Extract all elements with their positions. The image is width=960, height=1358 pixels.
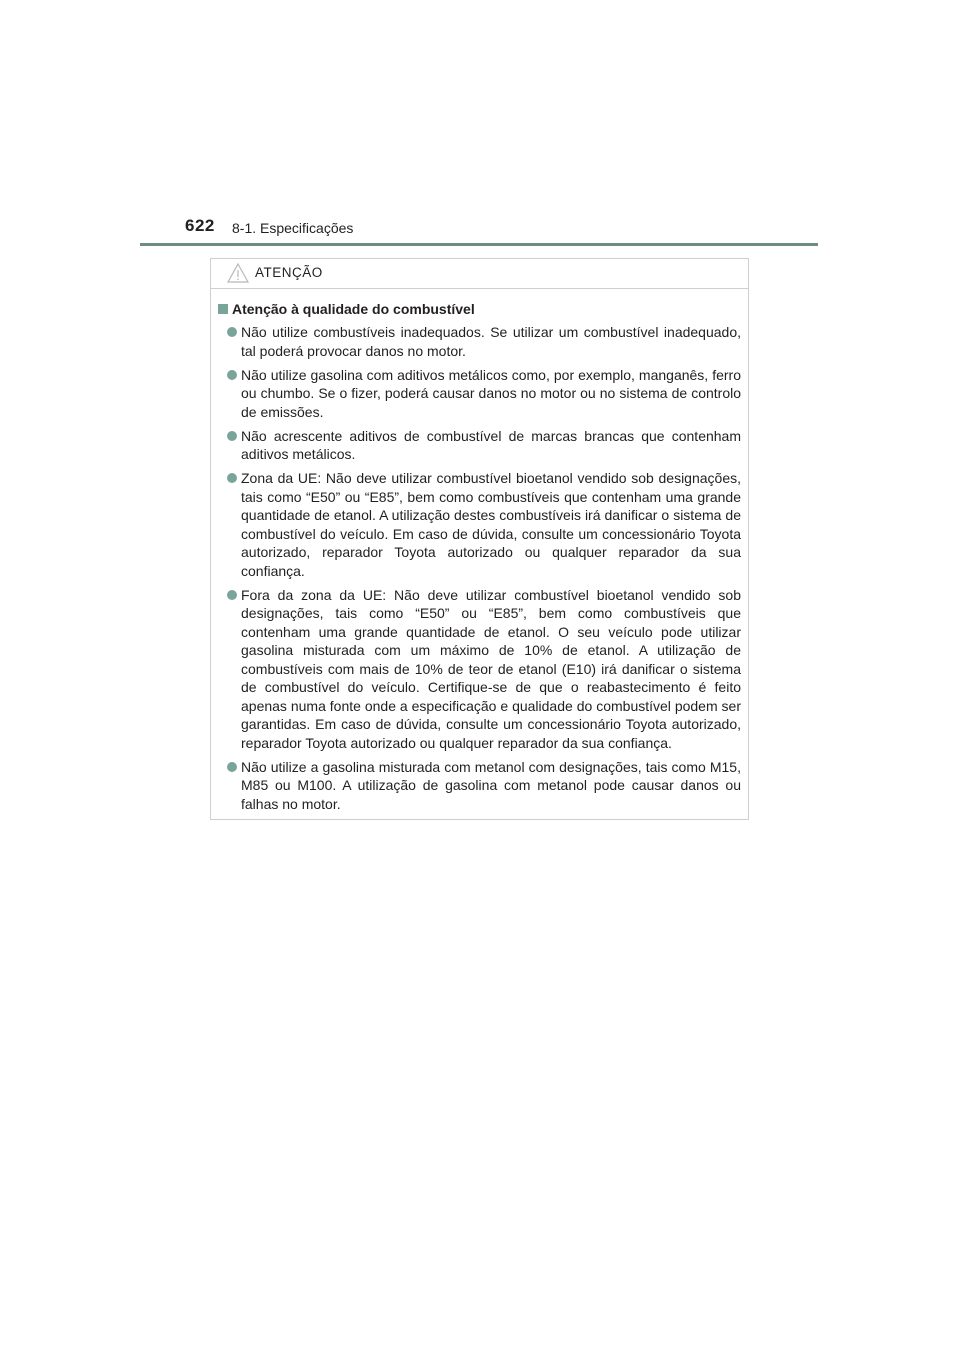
warning-subhead-text: Atenção à qualidade do combustível [232,301,475,317]
warning-triangle-icon [227,263,249,288]
list-item [218,366,741,422]
list-item-text: Zona da UE: Não deve utilizar combustível bioetanol vendido sob designações, tais como “E50” ou “E85”, bem como combustíveis que contenham uma grande quantidade de etanol. A utilização destes combustíveis irá danificar o sistema de combustível do veículo. Em caso de dúvida, consulte um concessionário Toyota autorizado, reparador Toyota autorizado ou qualquer reparador da sua confiança. [241,470,741,579]
warning-body [211,289,748,813]
circle-bullet-icon [227,327,237,337]
warning-list [218,323,741,813]
circle-bullet-icon [227,590,237,600]
square-bullet-icon [218,304,228,314]
warning-subhead [218,301,741,318]
page-number: 622 [185,216,215,235]
circle-bullet-icon [227,370,237,380]
list-item [218,323,741,360]
section-title: 8-1. Especificações [232,220,354,236]
list-item-text: Não acrescente aditivos de combustível de marcas brancas que contenham aditivos metálicos. [241,427,741,462]
list-item [218,427,741,464]
list-item-text: Não utilize combustíveis inadequados. Se utilizar um combustível inadequado, tal poderá provocar danos no motor. [241,324,741,359]
warning-label: ATENÇÃO [255,265,323,280]
header-rule [140,243,818,246]
circle-bullet-icon [227,431,237,441]
warning-box [210,258,749,820]
list-item-text: Não utilize a gasolina misturada com metanol com designações, tais como M15, M85 ou M100. A utilização de gasolina com metanol pode causar danos ou falhas no motor. [241,758,741,812]
list-item [218,469,741,580]
list-item [218,758,741,814]
list-item-text: Fora da zona da UE: Não deve utilizar combustível bioetanol vendido sob designações, tais como “E50” ou “E85”, bem como combustíveis que contenham uma grande quantidade de etanol. O seu veículo pode utilizar gasolina misturada com um máximo de 10% de etanol. A utilização de combustíveis com mais de 10% de teor de etanol (E10) irá danificar o sistema de combustível do veículo. Certifique-se de que o reabastecimento é feito apenas numa fonte onde a especificação e qualidade do combustível podem ser garantidas. Em caso de dúvida, consulte um concessionário Toyota autorizado, reparador Toyota autorizado ou qualquer reparador da sua confiança. [241,586,741,751]
circle-bullet-icon [227,473,237,483]
circle-bullet-icon [227,762,237,772]
warning-header [211,259,748,289]
list-item [218,586,741,753]
list-item-text: Não utilize gasolina com aditivos metálicos como, por exemplo, manganês, ferro ou chumbo. Se o fizer, poderá causar danos no motor ou no sistema de controlo de emissões. [241,366,741,420]
